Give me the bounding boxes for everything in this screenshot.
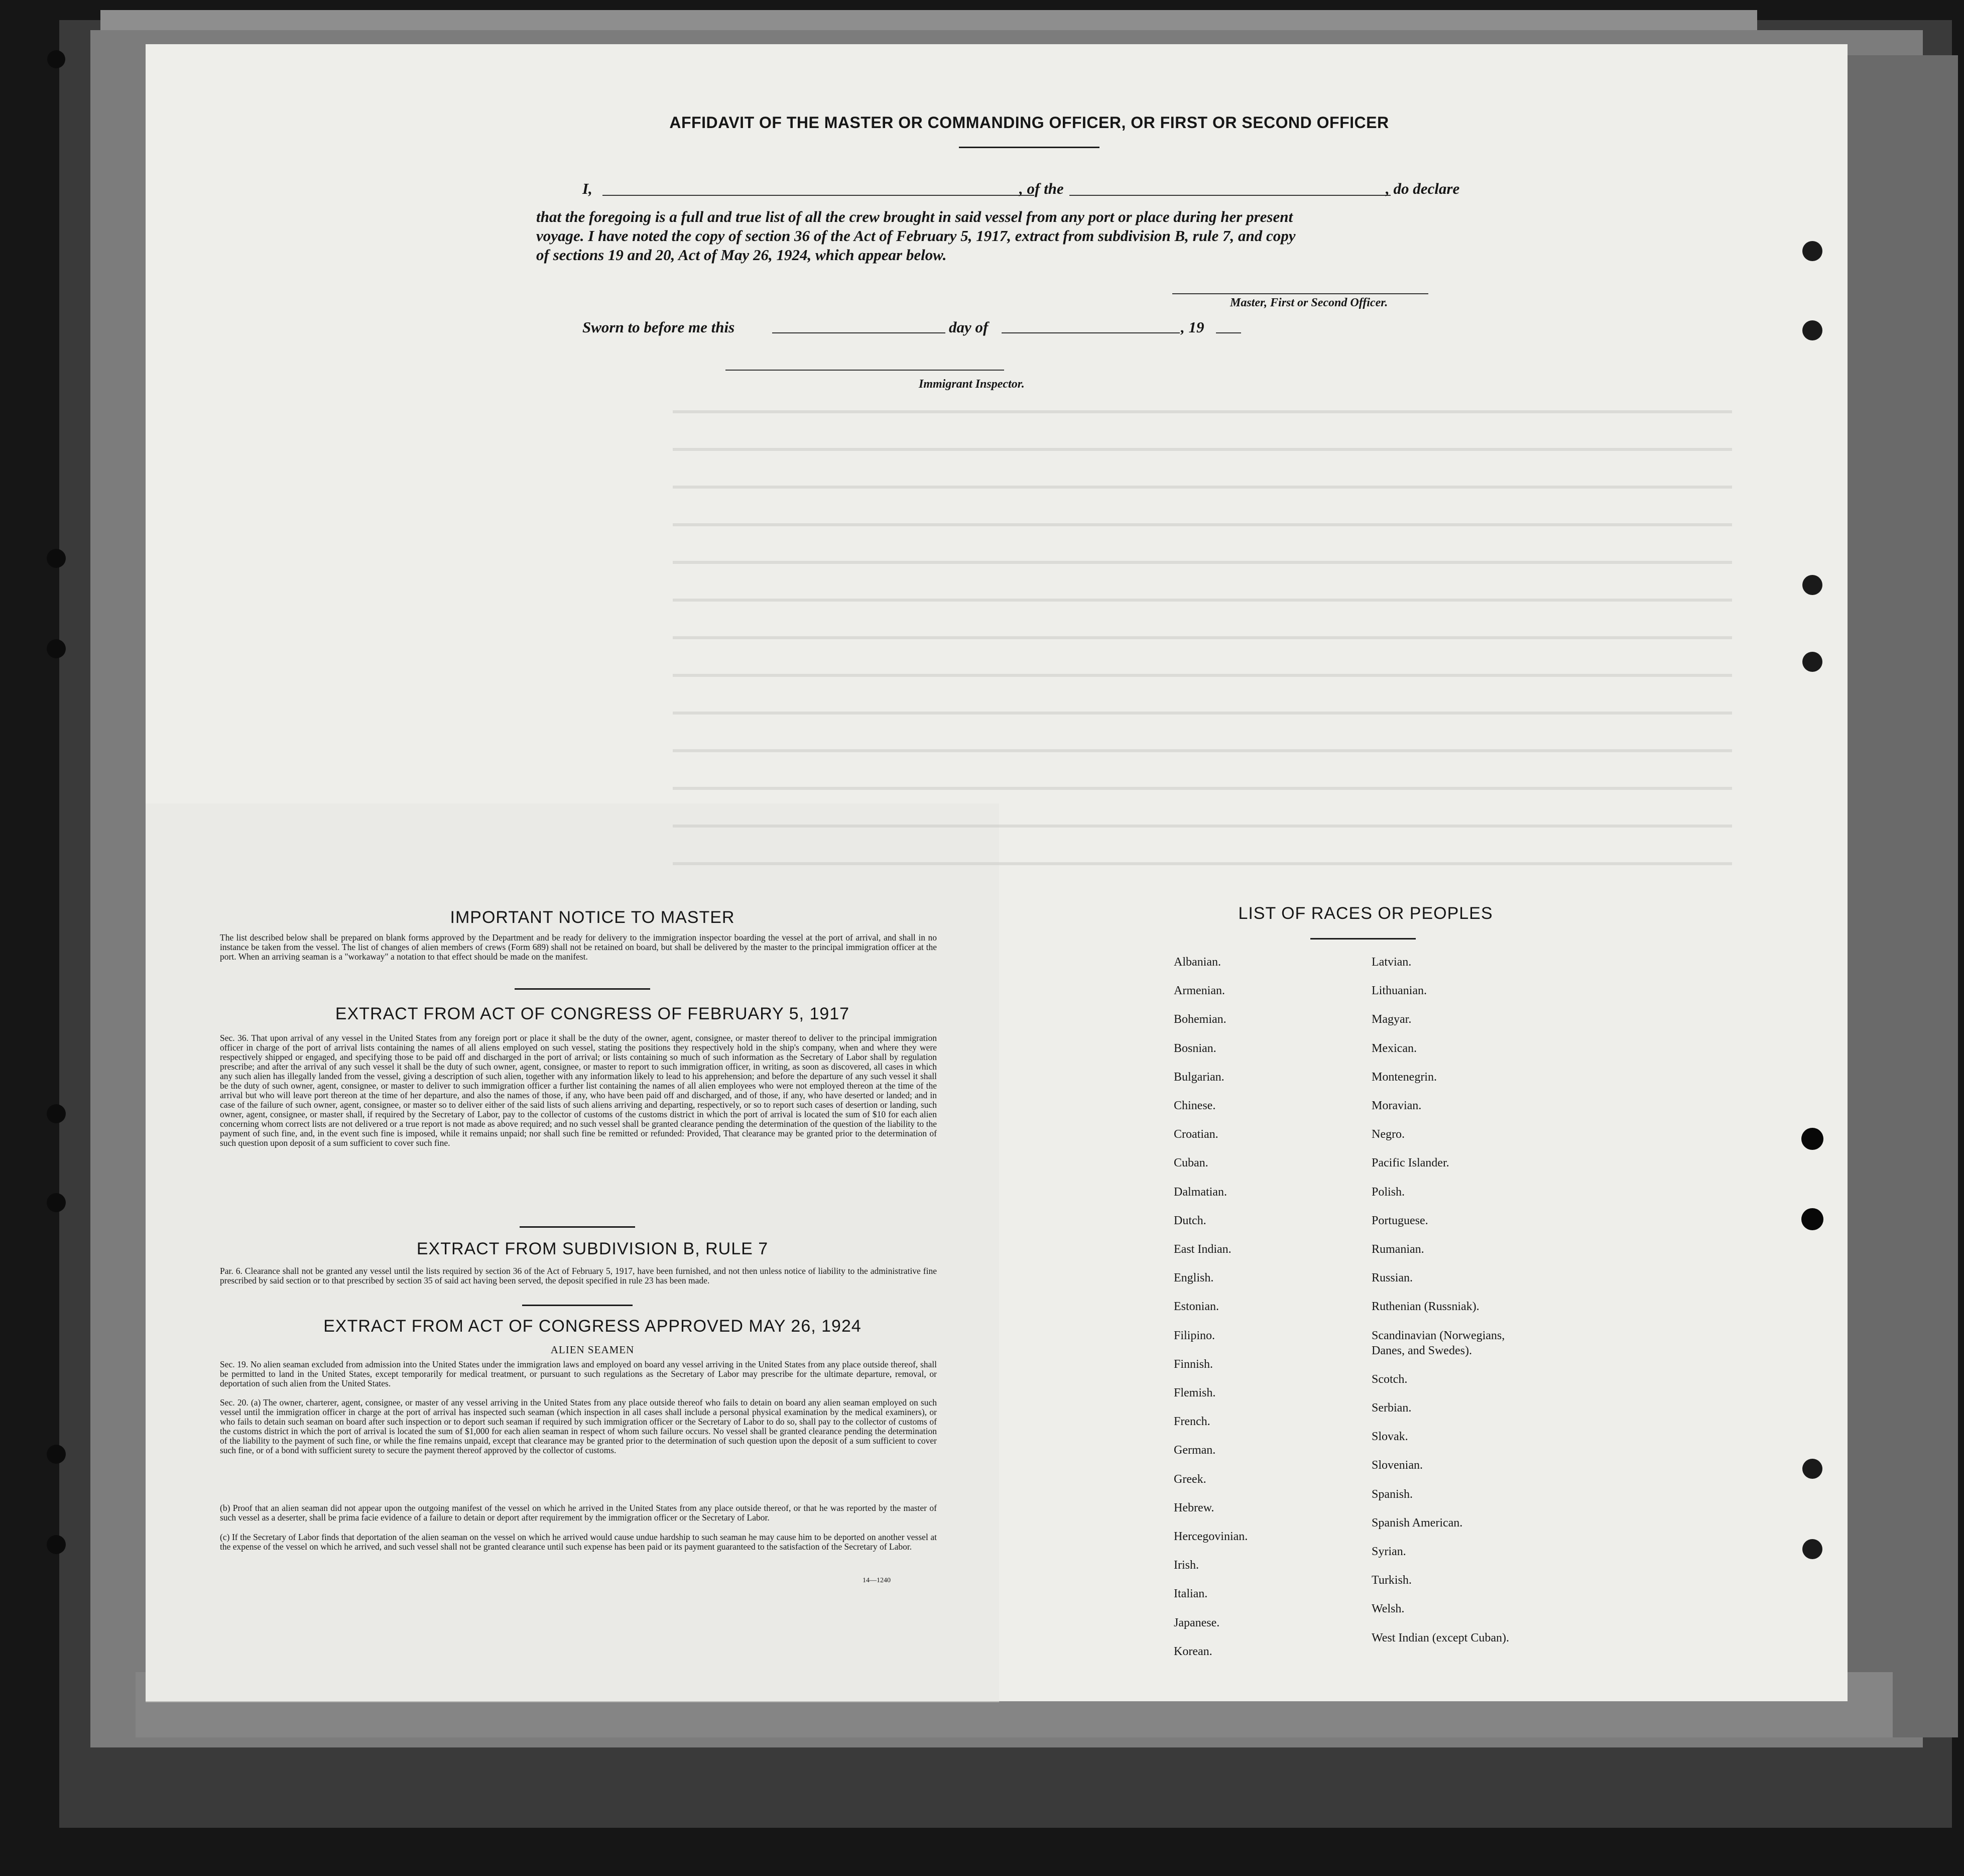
extract-1917-body: Sec. 36. That upon arrival of any vessel in the United States from any foreign port or place it shall be the duty of the owner, agent, consignee, or master thereof to deliver to the principal immigration officer in charge of the port of arrival lists containing the names of all aliens employed on such vessel, stating the positions they respectively hold in the ship's company, when and where they were respectively shipped or engaged, and specifying those to be paid off and discharged in the port of arrival; or lists containing so much of such information as the Secretary of Labor shall by regulation prescribe; and after the arrival of any such vessel it shall be the duty of such owner, agent, consignee, or master to report to such immigration officer, in writing, as soon as discovered, all cases in which any such alien has illegally landed from the vessel, giving a description of such alien, together with any information likely to lead to his apprehension; and before the departure of any such vessel it shall be the duty of such owner, agent, consignee, or master to deliver to such immigration officer a further list containing the names of all alien employees who were not employed thereon at the time of the arrival but who will leave port thereon at the time of her departure, and also the names of those, if any, who have been paid off and discharged, and of those, if any, who have deserted or landed; and in case of the failure of such owner, agent, consignee, or master so to deliver either of the said lists of such aliens arriving and departing, respectively, or so to report such cases of desertion or landing, such owner, agent, consignee, or master shall, if required by the Secretary of Labor, pay to the collector of customs of the customs district in which the port of arrival is located the sum of $10 for each alien concerning whom correct lists are not delivered or a true report is not made as above required; and no such vessel shall be granted clearance pending the determination of the question of the liability to the payment of such fine, and, in the event such fine is imposed, while it remains unpaid; nor shall such fine be remitted or refunded: Provided, That clearance may be granted prior to the determination of such question upon deposit of a sum sufficient to cover such fine. [220, 1033, 937, 1148]
race-item: East Indian. [1174, 1243, 1232, 1256]
race-item: Finnish. [1174, 1358, 1213, 1371]
punch-hole [47, 549, 66, 568]
race-item: West Indian (except Cuban). [1372, 1631, 1509, 1645]
race-item: Dutch. [1174, 1214, 1206, 1227]
sworn-year-blank[interactable] [1216, 332, 1241, 333]
punch-hole [47, 50, 65, 68]
affidavit-line3: voyage. I have noted the copy of section 36 of the Act of February 5, 1917, extract from subdivision B, rule 7, and copy [536, 227, 1296, 245]
race-item: Slovak. [1372, 1430, 1408, 1443]
race-item: Pacific Islander. [1372, 1156, 1449, 1169]
master-label: Master, First or Second Officer. [1230, 296, 1388, 309]
race-item: Irish. [1174, 1559, 1199, 1572]
sec20a-body: Sec. 20. (a) The owner, charterer, agent, consignee, or master of any vessel arriving in the United States from any place outside thereof who fails to detain on board any alien seaman employed on such vessel until the immigration officer in charge at the port of arrival has inspected such seaman (which inspection in all cases shall include a personal physical examination by the medical examiners), or who fails to detain such seaman on board after such inspection or to deport such seaman if required by such immigration officer or the Secretary of Labor to do so, shall pay to the collector of customs of the customs district in which the port of arrival is located the sum of $1,000 for each alien seaman in respect of whom such failure occurs. No vessel shall be granted clearance pending the determination of the liability to the payment of such fine, or while the fine remains unpaid, except that clearance may be granted prior to the determination of such question upon the deposit of a sum sufficient to cover such fine, or of a bond with sufficient surety to secure the payment thereof approved by the collector of customs. [220, 1397, 937, 1455]
title-underline [959, 147, 1099, 148]
race-item: Croatian. [1174, 1128, 1218, 1141]
race-item: Ruthenian (Russniak). [1372, 1300, 1480, 1313]
punch-hole [1802, 1459, 1822, 1479]
master-signature-line[interactable] [1172, 293, 1428, 294]
race-item: Korean. [1174, 1645, 1212, 1658]
rule7-rule [522, 1305, 633, 1306]
punch-hole [1802, 652, 1822, 672]
race-item: Chinese. [1174, 1099, 1216, 1112]
race-item: Russian. [1372, 1271, 1413, 1284]
race-item: English. [1174, 1271, 1214, 1284]
race-item: Syrian. [1372, 1545, 1406, 1558]
race-item: Hebrew. [1174, 1501, 1214, 1514]
race-item: Turkish. [1372, 1574, 1412, 1587]
punch-hole [1802, 1539, 1822, 1559]
punch-hole [1801, 1208, 1823, 1230]
alien-seamen-subtitle: ALIEN SEAMEN [550, 1344, 635, 1356]
race-item: Portuguese. [1372, 1214, 1428, 1227]
affidavit-line4: of sections 19 and 20, Act of May 26, 1924, which appear below. [536, 246, 947, 264]
race-item: Dalmatian. [1174, 1186, 1227, 1199]
race-item: German. [1174, 1444, 1216, 1457]
races-rule [1310, 938, 1416, 940]
race-item: Estonian. [1174, 1300, 1219, 1313]
race-item: Lithuanian. [1372, 984, 1427, 997]
race-item: Mexican. [1372, 1042, 1417, 1055]
race-item: Moravian. [1372, 1099, 1422, 1112]
race-item: Magyar. [1372, 1013, 1412, 1026]
sec20b-body: (b) Proof that an alien seaman did not appear upon the outgoing manifest of the vessel on which he arrived in the United States from any place outside thereof, or that he was reported by the master of such vessel as a deserter, shall be prima facie evidence of a failure to detain or deport after requirement by the immigration officer or the Secretary of Labor. [220, 1503, 937, 1522]
notice-title: IMPORTANT NOTICE TO MASTER [450, 908, 735, 927]
race-item: Albanian. [1174, 956, 1221, 969]
affidavit-line1-suffix: , do declare [1386, 180, 1460, 197]
affidavit-title: AFFIDAVIT OF THE MASTER OR COMMANDING OFFICER, OR FIRST OR SECOND OFFICER [669, 113, 1389, 132]
punch-hole [47, 1193, 66, 1212]
sworn-suffix: , 19 [1181, 318, 1204, 336]
inspector-signature-line[interactable] [725, 370, 1004, 371]
punch-hole [47, 639, 66, 658]
race-item: Polish. [1372, 1186, 1405, 1199]
punch-hole [47, 1535, 66, 1554]
race-item: French. [1174, 1415, 1210, 1428]
race-item: Negro. [1372, 1128, 1405, 1141]
sworn-day-blank[interactable] [772, 332, 945, 333]
sec19-body: Sec. 19. No alien seaman excluded from admission into the United States under the immigration laws and employed on board any vessel arriving in the United States from any place outside thereof, shall be permitted to land in the United States, except temporarily for medical treatment, or pursuant to such regulations as the Secretary of Labor may prescribe for the ultimate departure, removal, or deportation of such alien from the United States. [220, 1359, 937, 1388]
race-item: Scandinavian (Norwegians, [1372, 1329, 1505, 1342]
sworn-prefix: Sworn to before me this [582, 318, 735, 336]
punch-hole [1802, 320, 1822, 340]
sworn-month-blank[interactable] [1002, 332, 1180, 333]
race-item: Rumanian. [1372, 1243, 1424, 1256]
notice-body: The list described below shall be prepared on blank forms approved by the Department and be ready for delivery to the immigration inspector boarding the vessel at the port of arrival, and shall in no instance be taken from the vessel. The list of changes of alien members of crews (Form 689) shall not be retained on board, but shall be delivered by the master to the principal immigration officer at the port. When an arriving seaman is a "workaway" a notation to that effect should be made on the manifest. [220, 932, 937, 962]
race-item: Bohemian. [1174, 1013, 1226, 1026]
punch-hole [1802, 241, 1822, 261]
affidavit-line2: that the foregoing is a full and true list of all the crew brought in said vessel from any port or place during her present [536, 208, 1293, 225]
race-item: Cuban. [1174, 1156, 1208, 1169]
punch-hole [1801, 1128, 1823, 1150]
race-item: Filipino. [1174, 1329, 1215, 1342]
punch-hole [1802, 575, 1822, 595]
race-item: Slovenian. [1372, 1459, 1423, 1472]
inspector-label: Immigrant Inspector. [919, 378, 1025, 391]
races-title: LIST OF RACES OR PEOPLES [1238, 904, 1493, 923]
affidavit-line1-mid: , of the [1019, 180, 1064, 197]
rule7-body: Par. 6. Clearance shall not be granted any vessel until the lists required by section 36 of the Act of February 5, 1917, have been furnished, and not then unless notice of liability to the administrative fine prescribed by said section or to that prescribed by section 35 of said act having been served, the deposit specified in rule 23 has been made. [220, 1266, 937, 1285]
sworn-mid: day of [949, 318, 989, 336]
race-item: Spanish. [1372, 1488, 1413, 1501]
name-blank[interactable] [602, 195, 1034, 196]
race-item: Flemish. [1174, 1386, 1216, 1399]
notice-rule [515, 988, 650, 990]
extract-1917-rule [520, 1226, 635, 1228]
race-item: Danes, and Swedes). [1372, 1344, 1472, 1357]
race-item: Armenian. [1174, 984, 1225, 997]
race-item: Hercegovinian. [1174, 1530, 1248, 1543]
race-item: Scotch. [1372, 1373, 1408, 1386]
sec20c-body: (c) If the Secretary of Labor finds that deportation of the alien seaman on the vessel on which he arrived would cause undue hardship to such seaman he may cause him to be deported on another vessel at the expense of the vessel on which he arrived, and such vessel shall not be granted clearance until such expense has been paid or its payment guaranteed to the satisfaction of the Secretary of Labor. [220, 1532, 937, 1552]
extract-1924-title: EXTRACT FROM ACT OF CONGRESS APPROVED MAY 26, 1924 [323, 1317, 862, 1336]
affidavit-line1-prefix: I, [582, 180, 592, 197]
punch-hole [47, 1104, 66, 1123]
race-item: Spanish American. [1372, 1516, 1463, 1530]
race-item: Bulgarian. [1174, 1071, 1224, 1084]
vessel-blank[interactable] [1069, 195, 1391, 196]
punch-hole [47, 1445, 66, 1464]
race-item: Bosnian. [1174, 1042, 1216, 1055]
race-item: Montenegrin. [1372, 1071, 1437, 1084]
extract-1917-title: EXTRACT FROM ACT OF CONGRESS OF FEBRUARY 5, 1917 [335, 1004, 850, 1023]
race-item: Greek. [1174, 1473, 1206, 1486]
race-item: Latvian. [1372, 956, 1412, 969]
race-item: Welsh. [1372, 1602, 1405, 1615]
race-item: Japanese. [1174, 1616, 1220, 1629]
form-number: 14—1240 [863, 1577, 891, 1584]
race-item: Serbian. [1372, 1401, 1412, 1415]
rule7-title: EXTRACT FROM SUBDIVISION B, RULE 7 [416, 1239, 769, 1258]
race-item: Italian. [1174, 1587, 1208, 1600]
